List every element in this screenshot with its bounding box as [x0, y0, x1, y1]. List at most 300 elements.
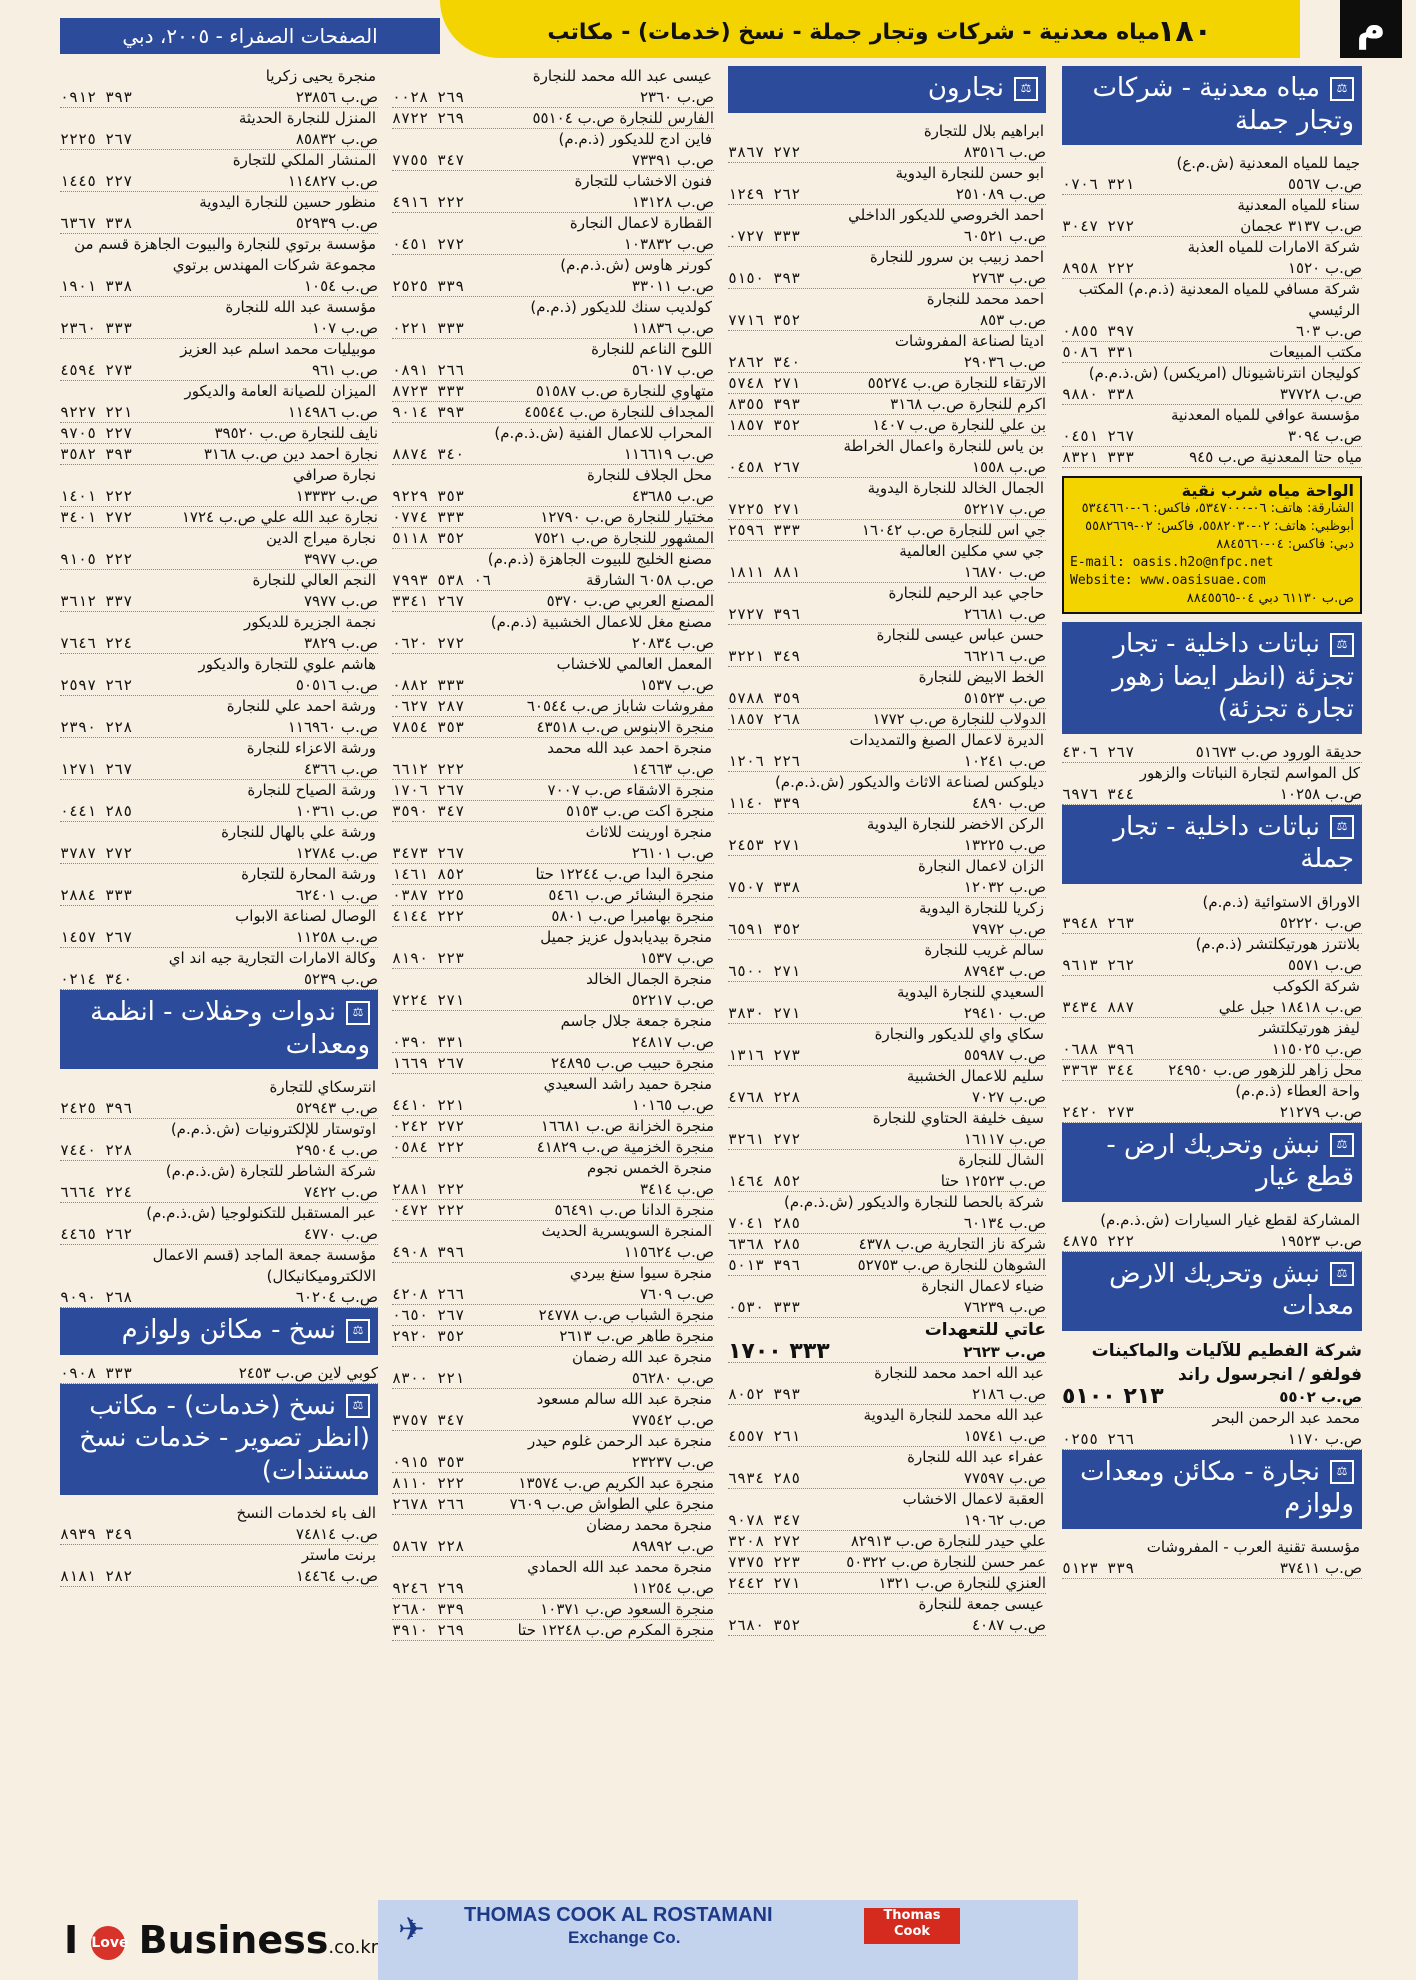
listing-po-box: ص.ب ١١٤٩٨٦ — [287, 403, 378, 421]
category-icon: ⚖ — [346, 1319, 370, 1343]
listing-entry — [728, 709, 1046, 730]
listing-po-box: ص.ب ٥٢٩٣٩ — [295, 214, 378, 232]
listing-entry — [392, 1515, 714, 1557]
listing-name: احمد الخروصي للديكور الداخلي — [848, 205, 1044, 224]
listing-entry — [60, 108, 378, 150]
page-header — [0, 0, 1416, 62]
listing-line — [1062, 342, 1362, 363]
listing-po-box: ص.ب ٥٢٣٩ — [303, 970, 378, 988]
listing-name: منجرة احمد عبد الله محمد — [547, 739, 712, 757]
listing-phone: ٢٨٥ ٦٣٦٨ — [728, 1234, 801, 1253]
listing-phone: ٢٧٢ ٣٤٠١ — [60, 508, 133, 526]
listing-line — [728, 457, 1046, 478]
listing-entry — [1062, 1210, 1362, 1252]
category-header-earthmoving-parts: ⚖نبش وتحريك ارض - قطع غيار — [1062, 1123, 1362, 1202]
listing-entry — [728, 1405, 1046, 1447]
listing-entry — [728, 1594, 1046, 1636]
listing-entry — [728, 667, 1046, 709]
listing-line — [392, 360, 714, 381]
thomas-cook-logo: Thomas Cook — [864, 1908, 960, 1944]
listing-po-box: ص.ب ١١٢٥٨ — [295, 928, 378, 946]
listing-entry — [60, 1077, 378, 1119]
listing-line — [392, 1242, 714, 1263]
listing-entry — [60, 696, 378, 738]
listing-line — [392, 1368, 714, 1389]
listing-name: نجارة صرافي — [292, 466, 376, 484]
listing-line — [1062, 447, 1362, 468]
listing-entry — [392, 1053, 714, 1074]
listing-phone: ٢٦٢ ٩٦١٣ — [1062, 955, 1135, 974]
listing-po-box: ص.ب ١٠١٦٥ — [631, 1096, 714, 1114]
listing-line — [392, 1284, 714, 1305]
listing-phone: ٣٤٧ ٣٧٥٧ — [392, 1411, 465, 1429]
listing-line — [392, 885, 714, 906]
listing-line — [60, 276, 378, 297]
listing-phone: ٢٧١ ٢٤٥٣ — [728, 835, 801, 854]
listing-entry — [1062, 934, 1362, 976]
listing-line — [60, 801, 378, 822]
listing-po-box: ص.ب ١٠٣٨٣٢ — [623, 235, 714, 253]
listing-po-box: ص.ب ٥٦٢٨٠ — [631, 1369, 714, 1387]
ad-line: الشارقة: هاتف: ٠٦-٥٣٤٧٠٠٠، فاكس: ٠٦-٥٣٤٤٦٦٠ — [1081, 501, 1354, 516]
listing-entry — [728, 583, 1046, 625]
listing-name: بلانترز هورتيكلتشر (ذ.م.م) — [1195, 934, 1360, 953]
listing-line — [392, 570, 714, 591]
listing-phone: ٢٧٢ ٠٦٢٠ — [392, 634, 465, 652]
listing-name: زكريا للنجارة اليدوية — [919, 898, 1044, 917]
listing-line — [728, 919, 1046, 940]
listing-line — [392, 1473, 714, 1494]
listing-phone: ٢٧١ ٥٧٤٨ — [728, 373, 801, 392]
listing-po-box: ص.ب ٦٠٥٢١ — [963, 226, 1046, 245]
listing-name: حسن عباس عيسى للنجارة — [876, 625, 1044, 644]
listing-entry — [728, 1552, 1046, 1573]
listing-line — [728, 1087, 1046, 1108]
listing-name: اديتا لصناعة المفروشات — [894, 331, 1044, 350]
listing-name: منجرة بيديابدول عزيز جميل — [540, 928, 712, 946]
listing-name: احمد زبيب بن سرور للنجارة — [869, 247, 1044, 266]
listing-line — [392, 1452, 714, 1473]
listing-name: المحراب للاعمال الفنية (ش.ذ.م.م) — [494, 424, 712, 442]
category-header-carpenters: ⚖نجارون — [728, 66, 1046, 113]
listing-po-box: ص.ب ١٠٢٥٨ — [1279, 784, 1362, 803]
listing-line — [1062, 384, 1362, 405]
listing-entry — [392, 1473, 714, 1494]
listing-po-box: ص.ب ٨٩٨٩٢ — [631, 1537, 714, 1555]
listing-po-box: الفارس للنجارة ص.ب ٥٥١٠٤ — [532, 109, 714, 127]
al-futtaim-ad: شركة الفطيم للآليات والماكينات فولفو / انجرسول راند ص.ب ٥٥٠٢ ٢١٣ ٥١٠٠ — [1062, 1340, 1362, 1409]
listing-entry — [392, 549, 714, 591]
listing-po-box: ص.ب ٩٦١ — [312, 361, 378, 379]
listing-line — [728, 1468, 1046, 1489]
listing-po-box: مياه حتا المعدنية ص.ب ٩٤٥ — [1189, 448, 1362, 466]
listing-name: شركة الكوكب — [1272, 976, 1360, 995]
listing-po-box: ص.ب ١٢٠٣٢ — [963, 877, 1046, 896]
listing-line — [60, 213, 378, 234]
category-icon: ⚖ — [1330, 77, 1354, 101]
listing-line — [728, 352, 1046, 373]
listing-line — [392, 1599, 714, 1620]
listing-phone: ٣٣٨ ٧٥٠٧ — [728, 877, 801, 896]
listing-line — [728, 1045, 1046, 1066]
listing-po-box: ص.ب ٨٥٣ — [980, 310, 1046, 329]
category-header-plants-wholesale: ⚖نباتات داخلية - تجار جملة — [1062, 805, 1362, 884]
heart-icon: Love — [91, 1926, 125, 1960]
listing-entry — [728, 415, 1046, 436]
listing-name: الخط الابيض للنجارة — [918, 667, 1044, 686]
listing-entry — [728, 163, 1046, 205]
listing-po-box: ص.ب ٥٢٢١٧ — [963, 499, 1046, 518]
listing-name: منجرة عبد الرحمن غلوم حيدر — [528, 1432, 712, 1450]
listing-entry — [392, 927, 714, 969]
listing-entry — [728, 331, 1046, 373]
category-icon: ⚖ — [1330, 1262, 1354, 1286]
listing-line — [60, 87, 378, 108]
listing-po-box: منجرة حبيب ص.ب ٢٤٨٩٥ — [550, 1054, 714, 1072]
listing-entry — [1062, 1408, 1362, 1450]
listing-line — [1062, 1102, 1362, 1123]
listing-line — [728, 142, 1046, 163]
listing-entry — [1062, 1537, 1362, 1579]
listing-po-box: ص.ب ٣٧٧٢٨ — [1279, 385, 1362, 403]
thomas-cook-banner-ad[interactable] — [378, 1900, 1078, 1980]
listing-po-box: كوبي لاين ص.ب ٢٤٥٣ — [238, 1363, 378, 1382]
ad-website[interactable]: Website: www.oasisuae.com — [1070, 573, 1266, 588]
listing-line — [392, 759, 714, 780]
listing-phone: ٢٧١ ٢٤٤٢ — [728, 1573, 801, 1592]
listing-entry — [392, 1389, 714, 1431]
listing-phone: ٢٧١ ٧٢٢٤ — [392, 991, 465, 1009]
listing-phone: ٢٢٨ ٤٧٦٨ — [728, 1087, 801, 1106]
listing-line — [60, 1098, 378, 1119]
listing-po-box: ص.ب ٤٣٦٦ — [303, 760, 378, 778]
page-number: ١٨٠ — [1157, 14, 1212, 49]
listing-po-box: ص.ب ٢٥١٠٨٩ — [955, 184, 1046, 203]
listing-entry — [392, 108, 714, 129]
listing-po-box: مكتب المبيعات — [1269, 343, 1362, 361]
listing-entry — [392, 402, 714, 423]
listing-line — [728, 1213, 1046, 1234]
listing-po-box: ص.ب ٥٦٠١٧ — [631, 361, 714, 379]
listing-po-box: علي حيدر للنجارة ص.ب ٨٢٩١٣ — [850, 1531, 1046, 1550]
listing-line — [728, 1573, 1046, 1594]
listing-phone: ٢٢٢ ٨١١٠ — [392, 1474, 465, 1492]
listing-po-box: ص.ب ٢٩٠٣٦ — [963, 352, 1046, 371]
listing-line — [60, 717, 378, 738]
listing-entry — [392, 1347, 714, 1389]
listing-name: الوصال لصناعة الابواب — [235, 907, 376, 925]
listing-entry — [392, 1620, 714, 1641]
listing-phone: ٢٦٦ ٤٢٠٨ — [392, 1285, 465, 1303]
listing-po-box: ص.ب ١٥٥٨ — [971, 457, 1046, 476]
listing-po-box: ص.ب ١٤٦٦٣ — [631, 760, 714, 778]
listing-entry — [392, 423, 714, 465]
listing-entry — [392, 1116, 714, 1137]
listing-po-box: ص.ب ٨٧٩٤٣ — [963, 961, 1046, 980]
listing-phone: ٣٣٣ ٨٣٢١ — [1062, 448, 1135, 466]
listing-phone: ٣٣٣ ٢٣٦٠ — [60, 319, 133, 337]
listing-phone: ٣٣٩ ٥١٢٣ — [1062, 1558, 1135, 1577]
listing-line — [1062, 1060, 1362, 1081]
listing-name: منجرة الجمال الخالد — [586, 970, 712, 988]
listing-line — [728, 751, 1046, 772]
listing-phone: ٢٦٦ ٠٨٩١ — [392, 361, 465, 379]
listing-line — [392, 234, 714, 255]
listing-entry — [392, 696, 714, 717]
listing-entry — [728, 373, 1046, 394]
listing-phone: ٣٥٢ ٢٦٨٠ — [728, 1615, 801, 1634]
listing-name: مؤسسة جمعة الماجد (قسم الاعمال الالكتروميكانيكال) — [152, 1246, 376, 1285]
listing-line — [392, 906, 714, 927]
listing-entry — [728, 1255, 1046, 1276]
listing-line — [392, 990, 714, 1011]
listing-po-box: ص.ب ١٥٣٧ — [639, 676, 714, 694]
listing-po-box: ص.ب ١٨٤١٨ جبل علي — [1218, 997, 1362, 1016]
listing-entry — [392, 738, 714, 780]
listing-name: عفراء عبد الله للنجارة — [907, 1447, 1044, 1466]
listing-phone: ٢٢١ ٩٢٢٧ — [60, 403, 133, 421]
listing-line — [392, 633, 714, 654]
listing-name: مؤسسة تقنية العرب - المفروشات — [1146, 1537, 1360, 1556]
listing-po-box: ص.ب ٣٠٩٤ — [1287, 427, 1362, 445]
listing-phone: ٢٦٢ ١٢٤٩ — [728, 184, 801, 203]
listing-line — [392, 318, 714, 339]
listing-line — [60, 549, 378, 570]
listing-phone: ٢٢٢ ٤٨٧٥ — [1062, 1231, 1135, 1250]
listing-line — [1062, 258, 1362, 279]
listing-line — [392, 780, 714, 801]
listing-phone: ٣٩٣ ٥١٥٠ — [728, 268, 801, 287]
listing-po-box: العنزي للنجارة ص.ب ١٣٢١ — [878, 1573, 1046, 1592]
listing-line — [728, 793, 1046, 814]
listing-po-box: ص.ب ٣٣٠١١ — [631, 277, 714, 295]
listing-name: ورشة المحارة للتجارة — [241, 865, 376, 883]
listing-line — [728, 1129, 1046, 1150]
listing-entry — [60, 1503, 378, 1545]
listing-po-box: منجرة علي الطواش ص.ب ٧٦٠٩ — [509, 1495, 714, 1513]
listing-entry — [60, 1363, 378, 1384]
listing-po-box: ص.ب ١٢٧٨٤ — [295, 844, 378, 862]
listing-name: ورشة الاعزاء للنجارة — [246, 739, 376, 757]
listing-po-box: ص.ب ١٠٣٦١ — [295, 802, 378, 820]
category-icon: ⚖ — [1014, 77, 1038, 101]
listing-entry — [1062, 237, 1362, 279]
listing-phone: ٢٢٢ ٤٩١٦ — [392, 193, 465, 211]
listing-entry — [392, 1494, 714, 1515]
listing-phone: ٢٦٩ ٩٢٤٦ — [392, 1579, 465, 1597]
listing-line — [60, 675, 378, 696]
banner-title: THOMAS COOK AL ROSTAMANI — [464, 1904, 773, 1926]
listing-po-box: ص.ب ٢٣٢٣٧ — [631, 1453, 714, 1471]
listing-name: الاوراق الاستوائية (ذ.م.م) — [1202, 892, 1360, 911]
listing-phone: ٣٥٢ ٧٧١٦ — [728, 310, 801, 329]
listing-entry — [392, 1011, 714, 1053]
listing-phone: ٣٤٧ ٣٥٩٠ — [392, 802, 465, 820]
listing-name: واحة العطاء (ذ.م.م) — [1235, 1081, 1360, 1100]
listing-line — [60, 129, 378, 150]
listing-line — [60, 759, 378, 780]
listing-entry — [392, 654, 714, 696]
listing-line — [60, 171, 378, 192]
listing-po-box: ص.ب ٦٠٣ — [1296, 322, 1362, 340]
listing-po-box: ص.ب ٢١٨٦ — [971, 1384, 1046, 1403]
listing-entry — [392, 591, 714, 612]
listing-po-box: ص.ب ١١٢٥٤ — [631, 1579, 714, 1597]
listing-po-box: منجرة الدانا ص.ب ٥٦٤٩١ — [554, 1201, 714, 1219]
listing-name: فنون الاخشاب للتجارة — [574, 172, 712, 190]
listing-po-box: اكرم للنجارة ص.ب ٣١٦٨ — [890, 394, 1046, 413]
listing-name: ورشة احمد علي للنجارة — [226, 697, 376, 715]
listing-phone: ٨٥٢ ١٤٦١ — [392, 865, 465, 883]
listing-entry — [1062, 342, 1362, 363]
listing-entry — [728, 625, 1046, 667]
listing-po-box: ص.ب ١٠٧ — [312, 319, 378, 337]
listing-po-box: المصنع العربي ص.ب ٥٣٧٠ — [546, 592, 714, 610]
listing-phone: ٢٢٢ ٦٦١٢ — [392, 760, 465, 778]
listing-entry — [392, 1137, 714, 1158]
listing-po-box: منجرة الشباب ص.ب ٢٤٧٧٨ — [538, 1306, 714, 1324]
listing-phone: ٨٥٢ ١٤٦٤ — [728, 1171, 801, 1190]
listing-po-box: المجداف للنجارة ص.ب ٤٥٥٤٤ — [524, 403, 714, 421]
listing-entry — [728, 1024, 1046, 1066]
listing-po-box: ص.ب ١٠٥٤ — [303, 277, 378, 295]
listing-phone: ٢٦٩ ٣٩١٠ — [392, 1621, 465, 1639]
listing-phone: ٢٧٢ ٣٢٠٨ — [728, 1531, 801, 1550]
listing-entry — [392, 66, 714, 108]
listing-entry — [728, 982, 1046, 1024]
listing-phone: ٢٢٧ ٩٧٠٥ — [60, 424, 133, 442]
listing-name: ورشة الصياح للنجارة — [247, 781, 376, 799]
listing-phone: ٣٤٩ ٣٢٢١ — [728, 646, 801, 665]
listing-po-box: منجرة بهامبرا ص.ب ٥٨٠١ — [551, 907, 714, 925]
listing-phone: ٢٦٧ ١٤٥٧ — [60, 928, 133, 946]
listing-entry — [392, 381, 714, 402]
listing-line — [728, 877, 1046, 898]
listing-phone: ٢٧٢ ٠٤٥١ — [392, 235, 465, 253]
listing-phone: ٣٥٣ ٧٨٥٤ — [392, 718, 465, 736]
listing-entry — [392, 1599, 714, 1620]
listing-phone: ٣٣٣ ٨٧٢٣ — [392, 382, 465, 400]
listing-po-box: ص.ب ١٥٢٠ — [1287, 259, 1362, 277]
listing-phone: ٢٦٧ ٠٤٥٨ — [728, 457, 801, 476]
listing-phone: ٣٣٣ ٠٧٢٧ — [728, 226, 801, 245]
listing-po-box: ص.ب ٦٠٥٨ الشارقة — [586, 571, 714, 589]
listing-po-box: ص.ب ١١٦٦١٩ — [623, 445, 714, 463]
listing-line — [1062, 955, 1362, 976]
listing-po-box: ص.ب ٧٩٧٢ — [971, 919, 1046, 938]
listing-name: منجرة عبد الله سالم مسعود — [536, 1390, 712, 1408]
listing-entry — [392, 969, 714, 1011]
listing-line — [392, 1620, 714, 1641]
listing-line — [1062, 321, 1362, 342]
listing-name: موبيليات محمد اسلم عبد العزيز — [180, 340, 376, 358]
listing-name: ليفز هورتيكلتشر — [1259, 1018, 1360, 1037]
listing-entry — [60, 234, 378, 297]
listing-phone: ٢٢٤ ٦٦٦٤ — [60, 1183, 133, 1201]
listing-line — [728, 310, 1046, 331]
listing-line — [728, 1531, 1046, 1552]
listing-entry — [1062, 976, 1362, 1018]
listing-po-box: ص.ب ٢٩٤١٠ — [963, 1003, 1046, 1022]
listing-po-box: ص.ب ٧٧٥٩٧ — [963, 1468, 1046, 1487]
listing-line — [392, 1179, 714, 1200]
listing-po-box: ص.ب ١٥٧٤١ — [963, 1426, 1046, 1445]
listing-line — [728, 1510, 1046, 1531]
listing-entry — [1062, 405, 1362, 447]
listing-phone: ٣٥٢ ٢٩٢٠ — [392, 1327, 465, 1345]
listing-entry — [60, 381, 378, 423]
listing-name: عبد الله احمد محمد للنجارة — [874, 1363, 1044, 1382]
listing-po-box: ص.ب ٥٥٩٨٧ — [963, 1045, 1046, 1064]
listing-name: المنزل للنجارة الحديثة — [238, 109, 376, 127]
category-icon: ⚖ — [1330, 815, 1354, 839]
listing-po-box: ص.ب ١٣٣٣٢ — [295, 487, 378, 505]
listing-phone: ٣٥٩ ٥٧٨٨ — [728, 688, 801, 707]
listing-po-box: ص.ب ١١٥٠٢٥ — [1271, 1039, 1362, 1058]
listing-line — [1062, 742, 1362, 763]
listing-entry — [728, 520, 1046, 541]
listing-name: الجمال الخالد للنجارة اليدوية — [867, 478, 1044, 497]
listing-po-box: شركة ناز التجارية ص.ب ٤٣٧٨ — [858, 1234, 1046, 1253]
header-banner — [440, 0, 1300, 58]
listing-line — [392, 507, 714, 528]
listing-po-box: حديقة الورود ص.ب ٥١٦٧٣ — [1195, 742, 1362, 761]
listing-entry — [392, 1263, 714, 1305]
listing-name: عيسى عبد الله محمد للنجارة — [532, 67, 712, 85]
listing-phone: ٣٩٣ ٠٩١٢ — [60, 88, 133, 106]
listing-phone: ٣٤٤ ٦٩٧٦ — [1062, 784, 1135, 803]
listing-phone: ٣٥٣ ٠٩١٥ — [392, 1453, 465, 1471]
listing-line — [60, 1182, 378, 1203]
listing-po-box: متهاوي للنجارة ص.ب ٥١٥٨٧ — [535, 382, 714, 400]
listing-name: حاجي عبد الرحيم للنجارة — [888, 583, 1044, 602]
listing-line — [392, 402, 714, 423]
listing-po-box: ص.ب ٨٣٥١٦ — [963, 142, 1046, 161]
listing-po-box: محل زاهر للزهور ص.ب ٢٤٩٥٠ — [1168, 1060, 1362, 1079]
listing-entry — [392, 171, 714, 213]
listing-name: النجم العالي للنجارة — [252, 571, 376, 589]
listing-entry — [728, 772, 1046, 814]
listing-line — [392, 1053, 714, 1074]
listing-name: ابراهيم بلال للتجارة — [923, 121, 1044, 140]
ad-email[interactable]: E-mail: oasis.h2o@nfpc.net — [1070, 555, 1274, 570]
listing-line — [728, 1297, 1046, 1318]
listing-name: انترسكاي للتجارة — [269, 1078, 376, 1096]
listing-entry — [392, 864, 714, 885]
listing-line — [60, 1566, 378, 1587]
category-header-plants-retail: ⚖نباتات داخلية - تجار تجزئة (انظر ايضا زهور تجارة تجزئة) — [1062, 622, 1362, 734]
listing-entry — [728, 289, 1046, 331]
listing-entry — [60, 444, 378, 465]
listing-name: سكاي واي للديكور والنجارة — [874, 1024, 1044, 1043]
listing-line — [1062, 216, 1362, 237]
category-header-earthmoving-equipment: ⚖نبش وتحريك الارض معدات — [1062, 1252, 1362, 1331]
listing-name: منجرة اورينت للاثاث — [585, 823, 712, 841]
category-icon: ⚖ — [1330, 1460, 1354, 1484]
listing-name: مؤسسة برتوي للنجارة والبيوت الجاهزة قسم من مجموعة شركات المهندس برتوي — [74, 235, 376, 274]
listing-entry — [60, 423, 378, 444]
listing-po-box: ص.ب ٣٨٢٩ — [303, 634, 378, 652]
listing-phone: ٢٧٣ ٢٤٢٠ — [1062, 1102, 1135, 1121]
listing-name: بن ياس للنجارة واعمال الخراطة — [843, 436, 1044, 455]
section-letter: م — [1340, 0, 1402, 58]
listing-entry — [392, 1326, 714, 1347]
listing-phone: ٢٦٧ ٠٤٥١ — [1062, 427, 1135, 445]
listing-name: العقبة لاعمال الاخشاب — [902, 1489, 1044, 1508]
listing-name: ورشة علي بالهال للنجارة — [221, 823, 376, 841]
listing-po-box: مفروشات شاباز ص.ب ٦٠٥٤٤ — [526, 697, 714, 715]
listing-po-box: منجرة البشائر ص.ب ٥٤٦١ — [548, 886, 714, 904]
